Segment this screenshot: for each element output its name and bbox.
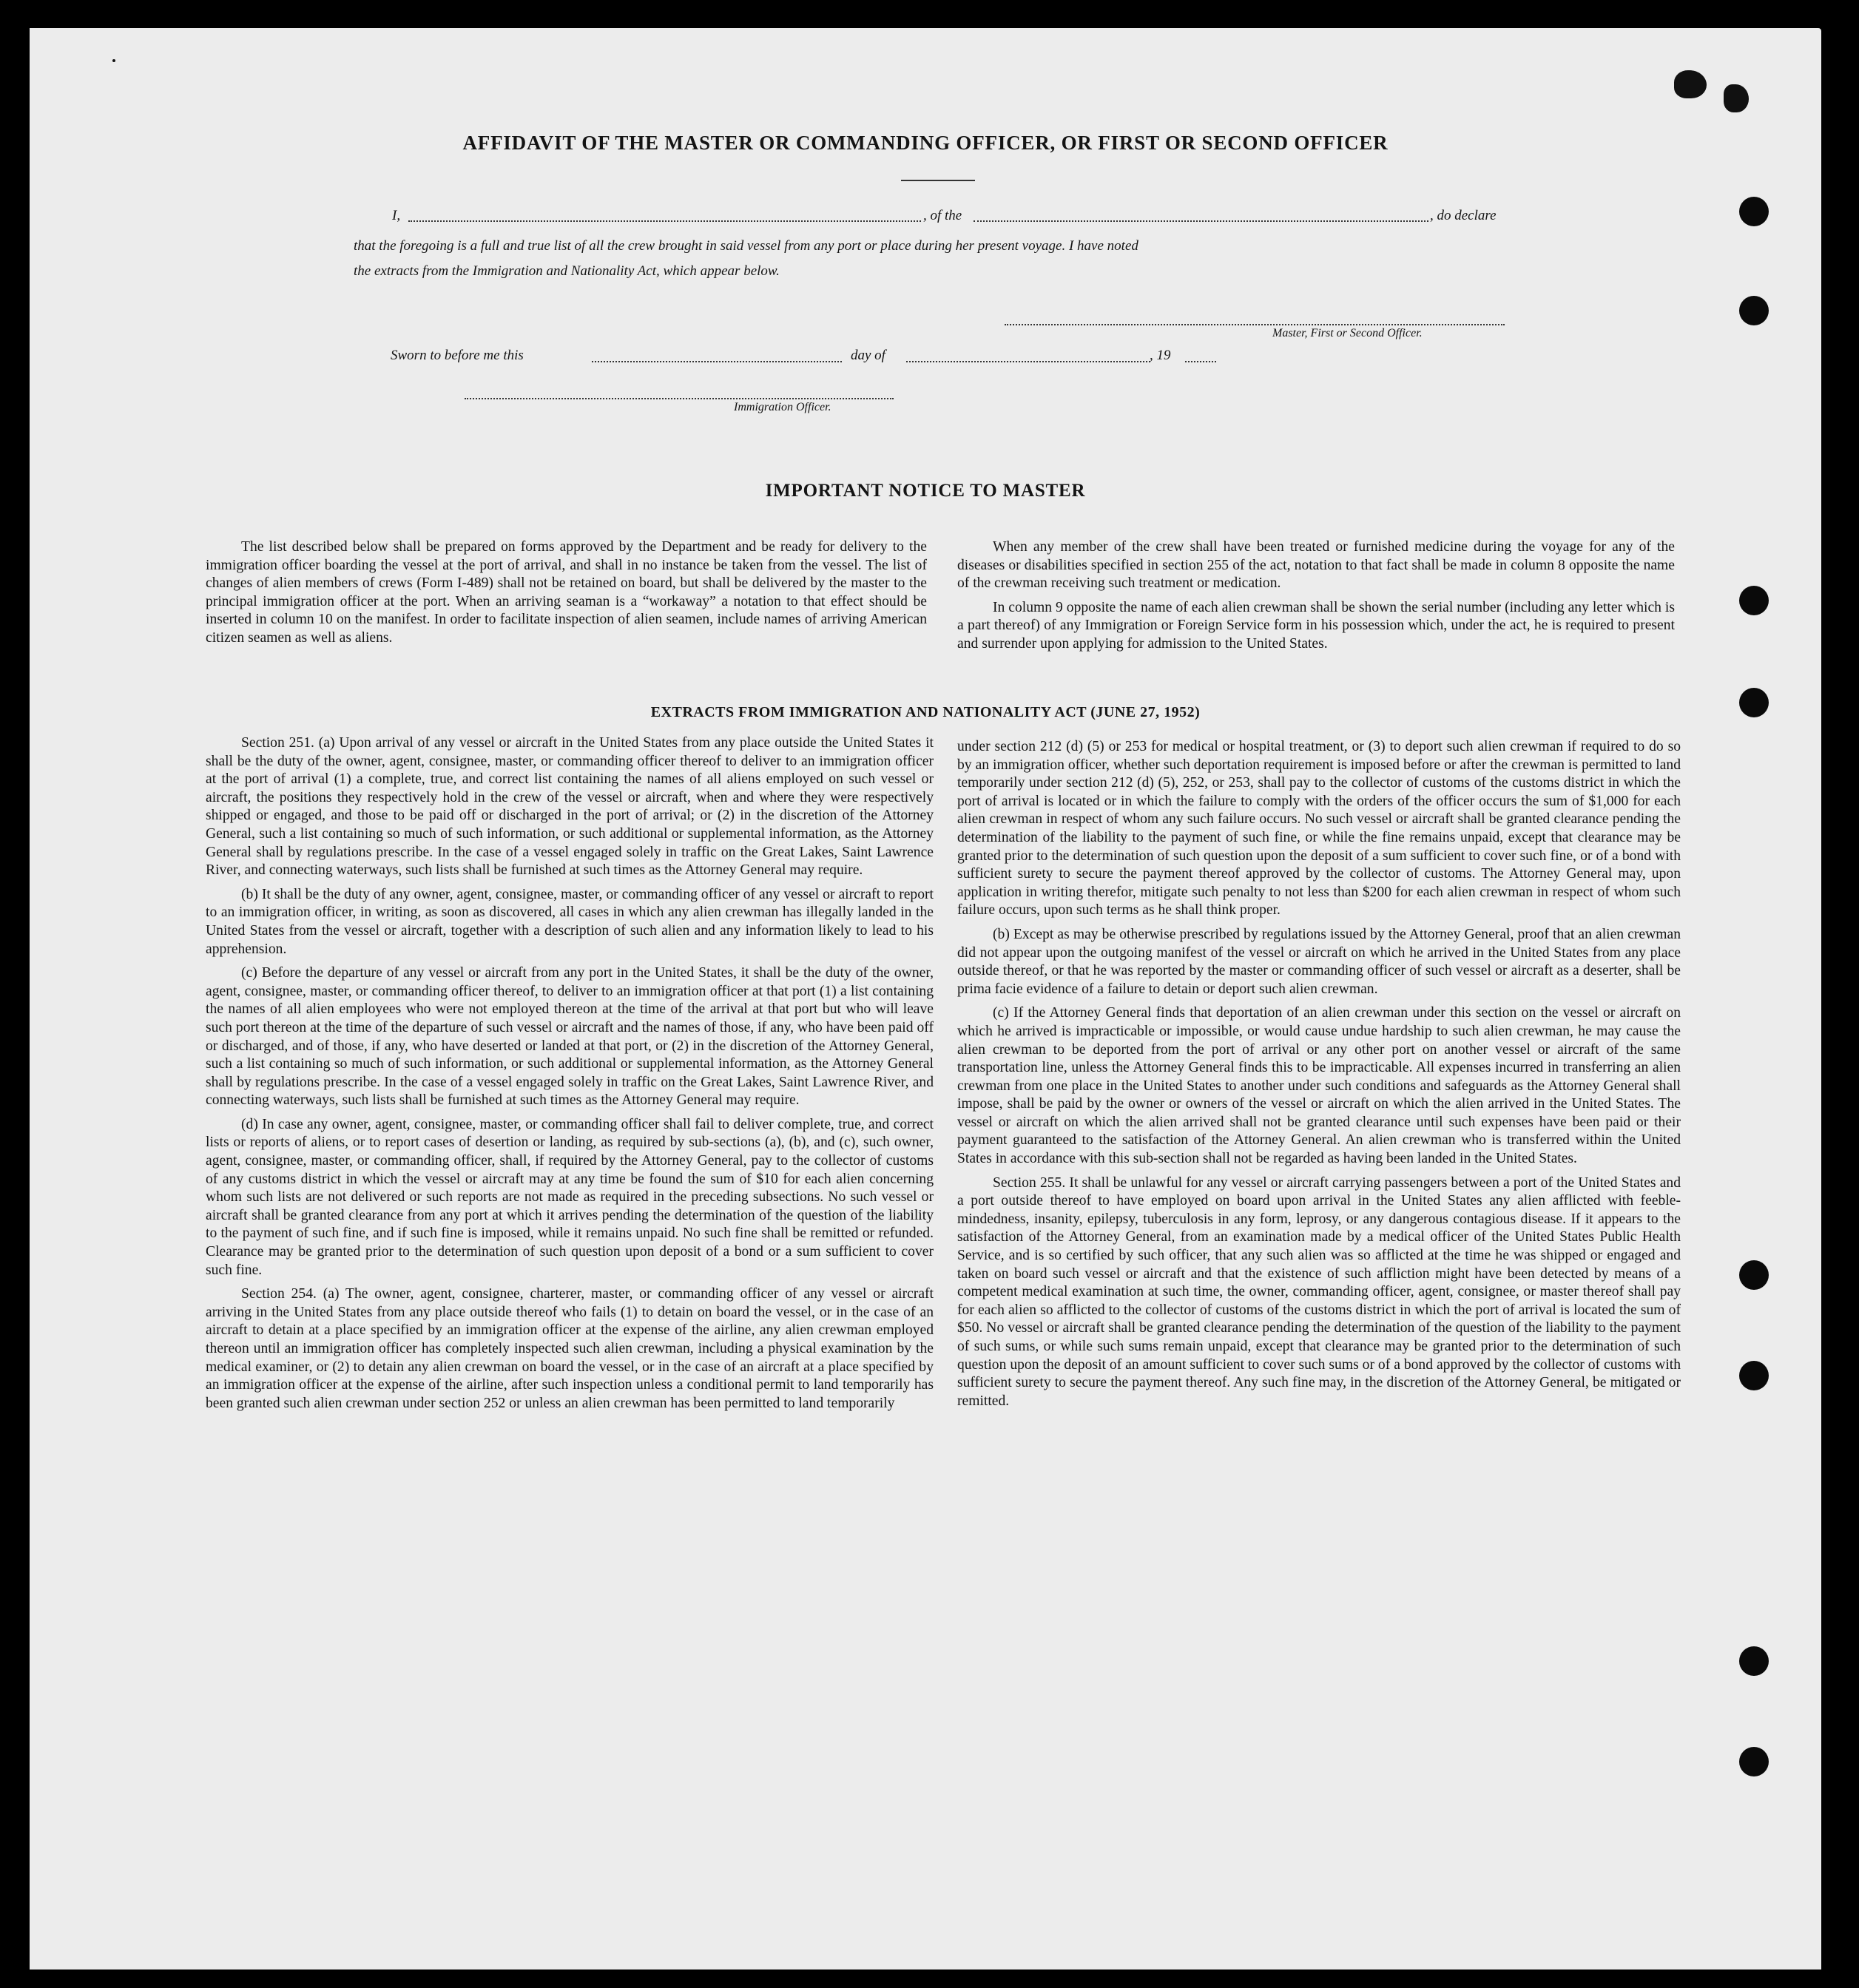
extracts-title: EXTRACTS FROM IMMIGRATION AND NATIONALITY ACT (JUNE 27, 1952) xyxy=(650,704,1201,720)
punch-hole xyxy=(1739,197,1769,226)
punch-hole xyxy=(1739,1260,1769,1290)
section-254-c: (c) If the Attorney General finds that deportation of an alien crewman under this section on the vessel or aircraft on which he arrived is impracticable or impossible, or would cause undue hardship to such alien crewman, he may cause the alien crewman to be deported from the port of arrival or any other port on another vessel or aircraft of the same transportation line, unless the Attorney General finds this to be impracticable. All expenses incurred in transferring an alien crewman from one place in the United States to another under such conditions and safeguards as the Attorney General shall impose, shall be paid by the owner or owners of the vessel or aircraft on which the alien arrived in the United States. The vessel or aircraft on which the alien arrived shall not be granted clearance until such expenses have been paid or their payment guaranteed to the satisfaction of the Attorney General. An alien crewman who is transferred within the United States in accordance with this sub-section shall not be regarded as having been landed in the United States. xyxy=(957,1005,1681,1167)
punch-hole xyxy=(1739,688,1769,717)
section-251-d: (d) In case any owner, agent, consignee, master, or commanding officer shall fail to deliver complete, true, and correct lists or reports of aliens, or to report cases of desertion or landing, as required by sub-sections (a), (b), and (c), such owner, agent, consignee, master, or commanding officer, shall, if required by the Attorney General, pay to the collector of customs of any customs district in which the vessel or aircraft may at any time be found the sum of $10 for each alien concerning whom such lists are not delivered or such reports are not made as required in the preceding subsections. No such vessel or aircraft shall be granted clearance from any port at which it arrives pending the determination of the question of the liability to the payment of such fine, and if such fine is imposed, while it remains unpaid. No such fine shall be remitted or refunded. Clearance may be granted prior to the determination of such question upon deposit of a bond or a sum sufficient to cover such fine. xyxy=(206,1116,934,1278)
section-254-a: Section 254. (a) The owner, agent, consignee, charterer, master, or commanding officer of any vessel or aircraft arriving in the United States from any place outside thereof who fails (1) to detain on board the vessel, or in the case of an aircraft to detain at a place specified by an immigration officer at the expense of the airline, any alien crewman employed thereon until an immigration officer has completely inspected such alien crewman, including a physical examination by the medical examiner, or (2) to detain any alien crewman on board the vessel, or in the case of an aircraft at a place specified by an immigration officer at the expense of the airline, after such inspection unless a conditional permit to land temporarily has been granted such alien crewman under section 252 or unless an alien crewman has been permitted to land temporarily xyxy=(206,1286,934,1411)
notice-title: IMPORTANT NOTICE TO MASTER xyxy=(765,481,1086,501)
day-of-label: day of xyxy=(851,348,885,363)
notice-left-paragraph: The list described below shall be prepared on forms approved by the Department and be ready for delivery to the immigration officer boarding the vessel at the port of arrival, and shall in no instance be taken from the vessel. The list of changes of alien members of crews (Form I-489) shall not be retained on board, but shall be delivered by the master to the principal immigration officer at the port. When an arriving seaman is a “workaway” a notation to that effect should be inserted in column 10 on the manifest. In order to facilitate inspection of alien seamen, include names of arriving American citizen seamen as well as aliens. xyxy=(206,539,927,646)
of-the-label: , of the xyxy=(923,208,962,223)
name-blank xyxy=(408,220,921,222)
document-page xyxy=(30,28,1821,1970)
declaration-line-1: that the foregoing is a full and true list of all the crew brought in said vessel from any port or place during her present voyage. I have noted xyxy=(354,238,1138,254)
affidavit-title: AFFIDAVIT OF THE MASTER OR COMMANDING OFFICER, OR FIRST OR SECOND OFFICER xyxy=(462,132,1389,154)
immigration-officer-signature-line xyxy=(465,398,894,399)
punch-hole xyxy=(1739,296,1769,325)
punch-hole xyxy=(1739,1361,1769,1390)
master-signature-line xyxy=(1005,324,1505,325)
title-underline xyxy=(901,180,975,181)
extracts-right-column xyxy=(957,738,1681,1416)
punch-hole xyxy=(1739,1646,1769,1676)
notice-right-column xyxy=(957,538,1675,660)
notice-left-column xyxy=(206,538,927,654)
declaration-line-2: the extracts from the Immigration and Nationality Act, which appear below. xyxy=(354,263,780,279)
master-signature-label: Master, First or Second Officer. xyxy=(1272,327,1423,339)
sworn-label: Sworn to before me this xyxy=(391,348,524,363)
sworn-year-blank xyxy=(1185,361,1216,362)
section-251-a: Section 251. (a) Upon arrival of any vessel or aircraft in the United States from any place outside the United States it shall be the duty of the owner, agent, consignee, master, or commanding officer thereof to deliver to an immigration officer at the port of arrival (1) a complete, true, and correct list containing the names of all aliens employed on such vessel or aircraft, the positions they respectively hold in the crew of the vessel or aircraft, when and where they were respectively shipped or engaged, and those to be paid off or discharged in the port of arrival; or (2) in the discretion of the Attorney General, such a list containing so much of such information, or such additional or supplemental information, as the Attorney General shall by regulations prescribe. In the case of a vessel engaged solely in traffic on the Great Lakes, Saint Lawrence River, and connecting waterways, such lists shall be furnished at such times as the Attorney General may require. xyxy=(206,735,934,879)
section-251-c: (c) Before the departure of any vessel or aircraft from any port in the United States, it shall be the duty of the owner, agent, consignee, master, or commanding officer thereof, to deliver to an immigration officer at that port (1) a list containing the names of all alien employees who were not employed thereon at the time of the arrival at that port but who will leave such port thereon at the time of the departure of such vessel or aircraft and the names of those, if any, who have been paid off or discharged, and of those, if any, who have deserted or landed at that port, or (2) in the discretion of the Attorney General, such a list containing so much of such information, or such additional or supplemental information, as the Attorney General shall by regulations prescribe. In the case of a vessel engaged solely in traffic on the Great Lakes, Saint Lawrence River, and connecting waterways, such lists shall be furnished at such times as the Attorney General may require. xyxy=(206,965,934,1109)
do-declare-label: , do declare xyxy=(1430,208,1497,223)
ink-blot xyxy=(1724,84,1749,112)
extracts-left-column xyxy=(206,734,934,1419)
section-251-b: (b) It shall be the duty of any owner, agent, consignee, master, or commanding officer of any vessel or aircraft to report to an immigration officer, in writing, as soon as discovered, all cases in which any alien crewman has illegally landed in the United States from the vessel or aircraft, together with a description of such alien and any information likely to lead to his apprehension. xyxy=(206,886,934,957)
sworn-day-blank xyxy=(592,361,842,362)
notice-right-paragraph-2: In column 9 opposite the name of each alien crewman shall be shown the serial number (including any letter which is a part thereof) of any Immigration or Foreign Service form in his possession which, under the act, he is required to present and surrender upon applying for admission to the United States. xyxy=(957,599,1675,652)
punch-hole xyxy=(1739,1747,1769,1776)
year-label: , 19 xyxy=(1150,348,1171,363)
notice-right-paragraph-1: When any member of the crew shall have been treated or furnished medicine during the voyage for any of the diseases or disabilities specified in section 255 of the act, notation to that fact shall be made in column 8 opposite the name of the crewman receiving such treatment or medication. xyxy=(957,539,1675,592)
section-254-b: (b) Except as may be otherwise prescribed by regulations issued by the Attorney General, proof that an alien crewman did not appear upon the outgoing manifest of the vessel or aircraft on which he arrived in the United States from any place outside thereof, or that he was reported by the master or commanding officer of such vessel or aircraft as a deserter, shall be prima facie evidence of a failure to detain or deport such alien crewman. xyxy=(957,926,1681,997)
dust-speck xyxy=(112,59,115,62)
section-255: Section 255. It shall be unlawful for any vessel or aircraft carrying passengers between a port of the United States and a port outside thereof to have employed on board upon arrival in the United States any alien afflicted with feeble-mindedness, insanity, epilepsy, tuberculosis in any form, leprosy, or any dangerous contagious disease. If it appears to the satisfaction of the Attorney General, from an examination made by a medical officer of the United States Public Health Service, and is so certified by such officer, that any such alien was so afflicted at the time he was shipped or engaged and taken on board such vessel or aircraft and that the existence of such affliction might have been detected by means of a competent medical examination at such time, the owner, commanding officer, agent, consignee, or master thereof shall pay for each alien so afflicted to the collector of customs of the customs district in which the port of arrival is located the sum of $50. No vessel or aircraft shall be granted clearance pending the determination of the question of the liability to the payment of such sums, or while such sums remain unpaid, except that clearance may be granted prior to the determination of such question upon the deposit of an amount sufficient to cover such sums or of a bond approved by the collector of customs with sufficient surety to secure the payment thereof. Any such fine may, in the discretion of the Attorney General, be mitigated or remitted. xyxy=(957,1174,1681,1409)
ink-blot xyxy=(1674,70,1707,98)
i-label: I, xyxy=(392,208,401,223)
vessel-blank xyxy=(974,220,1428,222)
sworn-month-blank xyxy=(906,361,1150,362)
immigration-officer-label: Immigration Officer. xyxy=(734,401,831,413)
punch-hole xyxy=(1739,586,1769,615)
section-254-a-continued: under section 212 (d) (5) or 253 for medical or hospital treatment, or (3) to deport such alien crewman if required to do so by an immigration officer, whether such deportation requirement is imposed before or after the crewman is permitted to land temporarily under section 212 (d) (5), 252, or 253, shall pay to the collector of customs of the customs district in which the port of arrival is located or in which the failure to comply with the orders of the officer occurs the sum of $1,000 for each alien crewman in respect of whom any such failure occurs. No such vessel or aircraft shall be granted clearance pending the determination of the liability to the payment of such fine, or while the fine remains unpaid, except that clearance may be granted prior to the determination of such question upon the deposit of a sum sufficient to cover such fine, or of a bond with sufficient surety to secure the payment thereof approved by the collector of customs. The Attorney General may, upon application in writing therefor, mitigate such penalty to not less than $200 for each alien crewman in respect of whom such failure occurs, upon such terms as he shall think proper. xyxy=(957,739,1681,919)
